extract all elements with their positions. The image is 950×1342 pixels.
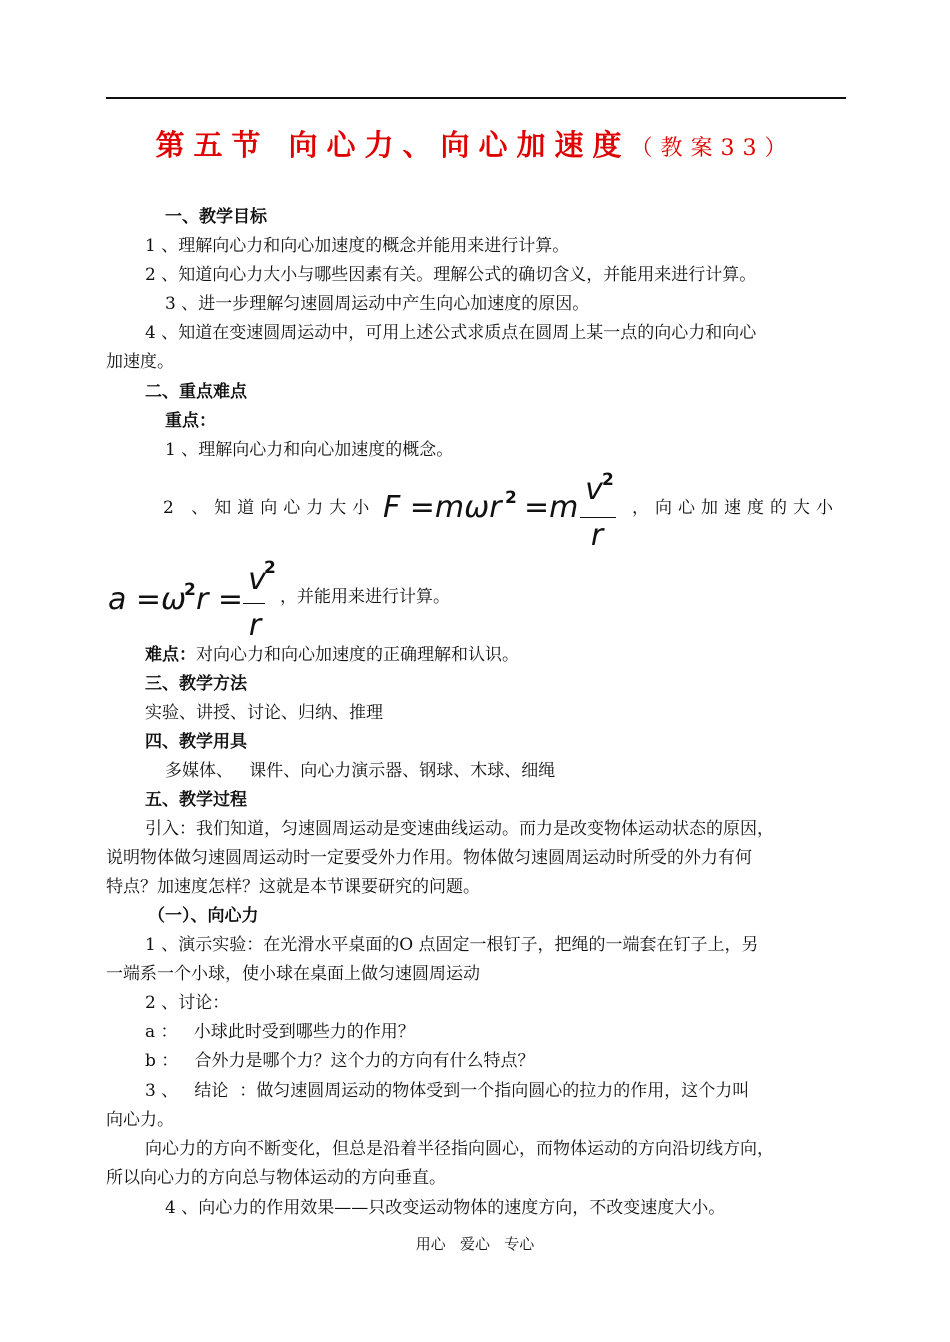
- formula-force-eq: =m: [524, 490, 579, 525]
- difficulty-label: 难点：: [145, 645, 196, 665]
- objective-3: 3 、进一步理解匀速圆周运动中产生向心加速度的原因。: [165, 294, 590, 314]
- key-point-1: 1 、理解向心力和向心加速度的概念。: [165, 440, 454, 460]
- intro-line-2: 说明物体做匀速圆周运动时一定要受外力作用。物体做匀速圆周运动时所受的外力有何: [106, 848, 752, 868]
- effect-line: 4 、向心力的作用效果——只改变运动物体的速度方向，不改变速度大小。: [165, 1198, 726, 1218]
- discussion-heading: 2 、讨论：: [145, 993, 230, 1013]
- formula-acc-lhs: a =ω: [108, 582, 187, 617]
- header-rule: [106, 97, 846, 99]
- difficulty-text: 对向心力和向心加速度的正确理解和认识。: [196, 645, 519, 665]
- title-main: 第五节 向心力、向心加速度: [155, 128, 631, 162]
- title-sub: （教案33）: [630, 136, 795, 161]
- section-heading-key-points: 二、重点难点: [145, 382, 247, 402]
- objective-1: 1 、理解向心力和向心加速度的概念并能用来进行计算。: [145, 236, 570, 256]
- direction-line-2: 所以向心力的方向总与物体运动的方向垂直。: [106, 1168, 446, 1188]
- formula-acc-denominator: r: [248, 608, 262, 643]
- key-point-2-middle: ，向心加速度的大小: [632, 498, 839, 518]
- methods-text: 实验、讲授、讨论、归纳、推理: [145, 703, 383, 723]
- section-heading-objectives: 一、教学目标: [165, 207, 267, 227]
- formula-acc-num-exp: 2: [264, 558, 276, 578]
- section-heading-process: 五、教学过程: [145, 790, 247, 810]
- section-heading-methods: 三、教学方法: [145, 674, 247, 694]
- page-footer: 用心 爱心 专心: [415, 1235, 535, 1253]
- page-title: [0, 123, 950, 164]
- formula-acc-mid: r =: [196, 582, 244, 617]
- intro-line-1: 引入：我们知道，匀速圆周运动是变速曲线运动。而力是改变物体运动状态的原因，: [145, 819, 774, 839]
- direction-line-1: 向心力的方向不断变化，但总是沿着半径指向圆心，而物体运动的方向沿切线方向，: [145, 1139, 774, 1159]
- formula-force-num-exp: 2: [602, 470, 614, 490]
- key-point-2-tail: ，并能用来进行计算。: [280, 587, 450, 607]
- formula-force-exp: 2: [505, 488, 517, 508]
- section-heading-tools: 四、教学用具: [145, 732, 247, 752]
- formula-acc-exp: 2: [184, 580, 196, 600]
- conclusion-line-2: 向心力。: [106, 1110, 174, 1130]
- tools-text: 多媒体、 课件、向心力演示器、钢球、木球、细绳: [165, 761, 556, 781]
- key-points-label: 重点：: [165, 411, 216, 431]
- objective-4: 4 、知道在变速圆周运动中，可用上述公式求质点在圆周上某一点的向心力和向心: [145, 323, 757, 343]
- experiment-line-1: 1 、演示实验：在光滑水平桌面的O 点固定一根钉子，把绳的一端套在钉子上，另: [145, 935, 759, 955]
- question-a: a ： 小球此时受到哪些力的作用？: [145, 1022, 415, 1042]
- objective-4-cont: 加速度。: [106, 352, 174, 372]
- key-point-2-prefix: 2 、知道向心力大小: [163, 498, 376, 518]
- intro-line-3: 特点？加速度怎样？这就是本节课要研究的问题。: [106, 877, 480, 897]
- formula-acc-numerator: v: [248, 562, 266, 597]
- formula-force-lhs: F =mωr: [383, 490, 502, 525]
- formula-force-denominator: r: [590, 518, 604, 553]
- conclusion-line-1: 3 、 结论 ：做匀速圆周运动的物体受到一个指向圆心的拉力的作用，这个力叫: [145, 1081, 750, 1101]
- experiment-line-2: 一端系一个小球，使小球在桌面上做匀速圆周运动: [106, 964, 480, 984]
- subsection-centripetal-force: （一）、向心力: [148, 906, 259, 926]
- formula-acc-fraction-bar: [243, 603, 265, 604]
- objective-2: 2 、知道向心力大小与哪些因素有关。理解公式的确切含义，并能用来进行计算。: [145, 265, 757, 285]
- formula-force-numerator: v: [585, 472, 603, 507]
- question-b: b ： 合外力是哪个力？这个力的方向有什么特点？: [145, 1051, 535, 1071]
